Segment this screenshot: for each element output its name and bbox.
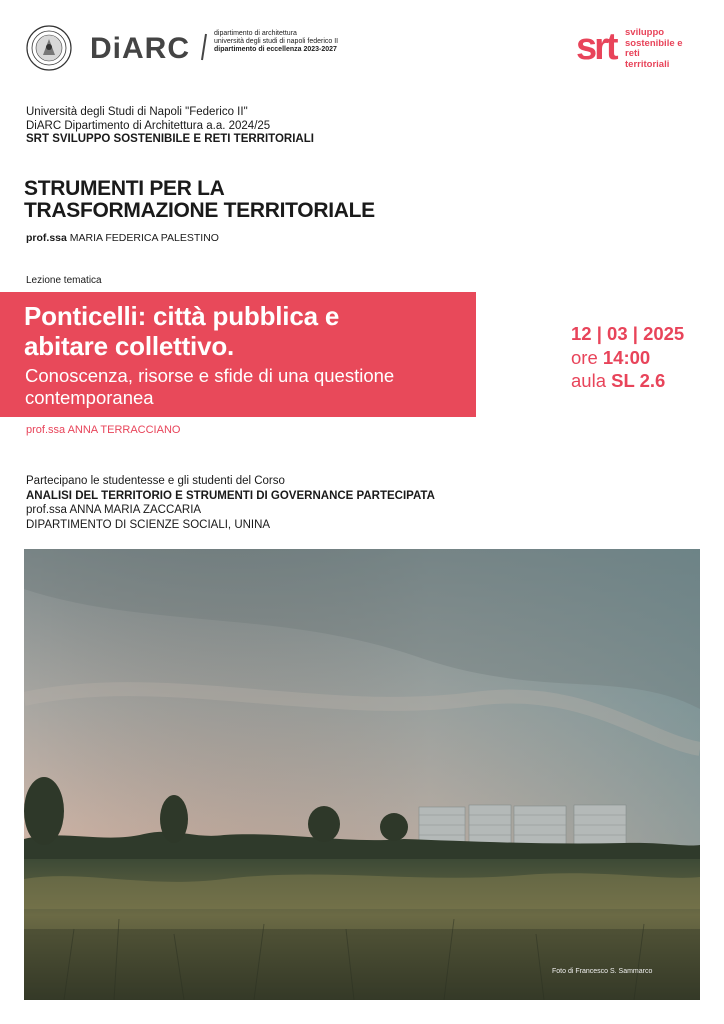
diarc-caption-line: dipartimento di eccellenza 2023-2027 [214,46,337,54]
srt-caption-line: sviluppo [625,27,665,38]
participants-intro: Partecipano le studentesse e gli studenti del Corso [26,475,285,487]
course-title [24,178,484,222]
srt-wordmark: srt [576,26,616,66]
lecture-title-line: abitare collettivo. [24,331,235,361]
srt-caption [625,28,724,70]
lecture-title [24,301,464,361]
lecture-professor: prof.ssa ANNA TERRACCIANO [26,424,181,436]
event-time: ore 14:00 [571,346,651,368]
photo-credit: Foto di Francesco S. Sammarco [552,968,653,975]
srt-caption-line: sostenibile e [625,37,683,49]
event-date: 12 | 03 | 2025 [571,323,685,344]
event-details [571,322,684,393]
diarc-caption-line: università degli studi di napoli federico II [214,38,339,46]
lecture-kind: Lezione tematica [26,275,102,286]
course-professor [26,232,219,244]
participants-prof: prof.ssa ANNA MARIA ZACCARIA [26,504,202,516]
university-name: Università degli Studi di Napoli "Federico II" [26,106,248,118]
course-title-line: STRUMENTI PER LA [24,177,225,200]
lecture-title-line: Ponticelli: città pubblica e [24,301,340,331]
participants-block [26,474,435,532]
course-title-line: TRASFORMAZIONE TERRITORIALE [24,199,375,222]
course-prof-name: MARIA FEDERICA PALESTINO [69,232,219,244]
department-name: DiARC Dipartimento di Architettura a.a. 2024/25 [26,119,271,132]
srt-caption-line: territoriali [625,58,670,70]
diarc-logo [90,30,212,64]
course-prof-prefix: prof.ssa [26,232,67,244]
diarc-caption [214,30,364,55]
landscape-photo [24,549,700,1000]
university-seal-icon [26,25,72,71]
participants-department: DIPARTIMENTO DI SCIENZE SOCIALI, UNINA [26,518,271,531]
diarc-caption-line: dipartimento di architettura [214,30,297,37]
diarc-wordmark: DiARC [90,32,190,64]
institution-header [26,106,314,147]
lecture-subtitle [25,365,465,409]
lecture-subtitle-line: Conoscenza, risorse e sfide di una questione [25,365,395,386]
participants-course: ANALISI DEL TERRITORIO E STRUMENTI DI GOVERNANCE PARTECIPATA [26,489,435,502]
lecture-subtitle-line: contemporanea [25,387,154,408]
program-name: SRT SVILUPPO SOSTENIBILE E RETI TERRITORIALI [26,133,314,145]
srt-caption-line: reti [625,48,640,59]
event-room: aula SL 2.6 [571,370,666,391]
